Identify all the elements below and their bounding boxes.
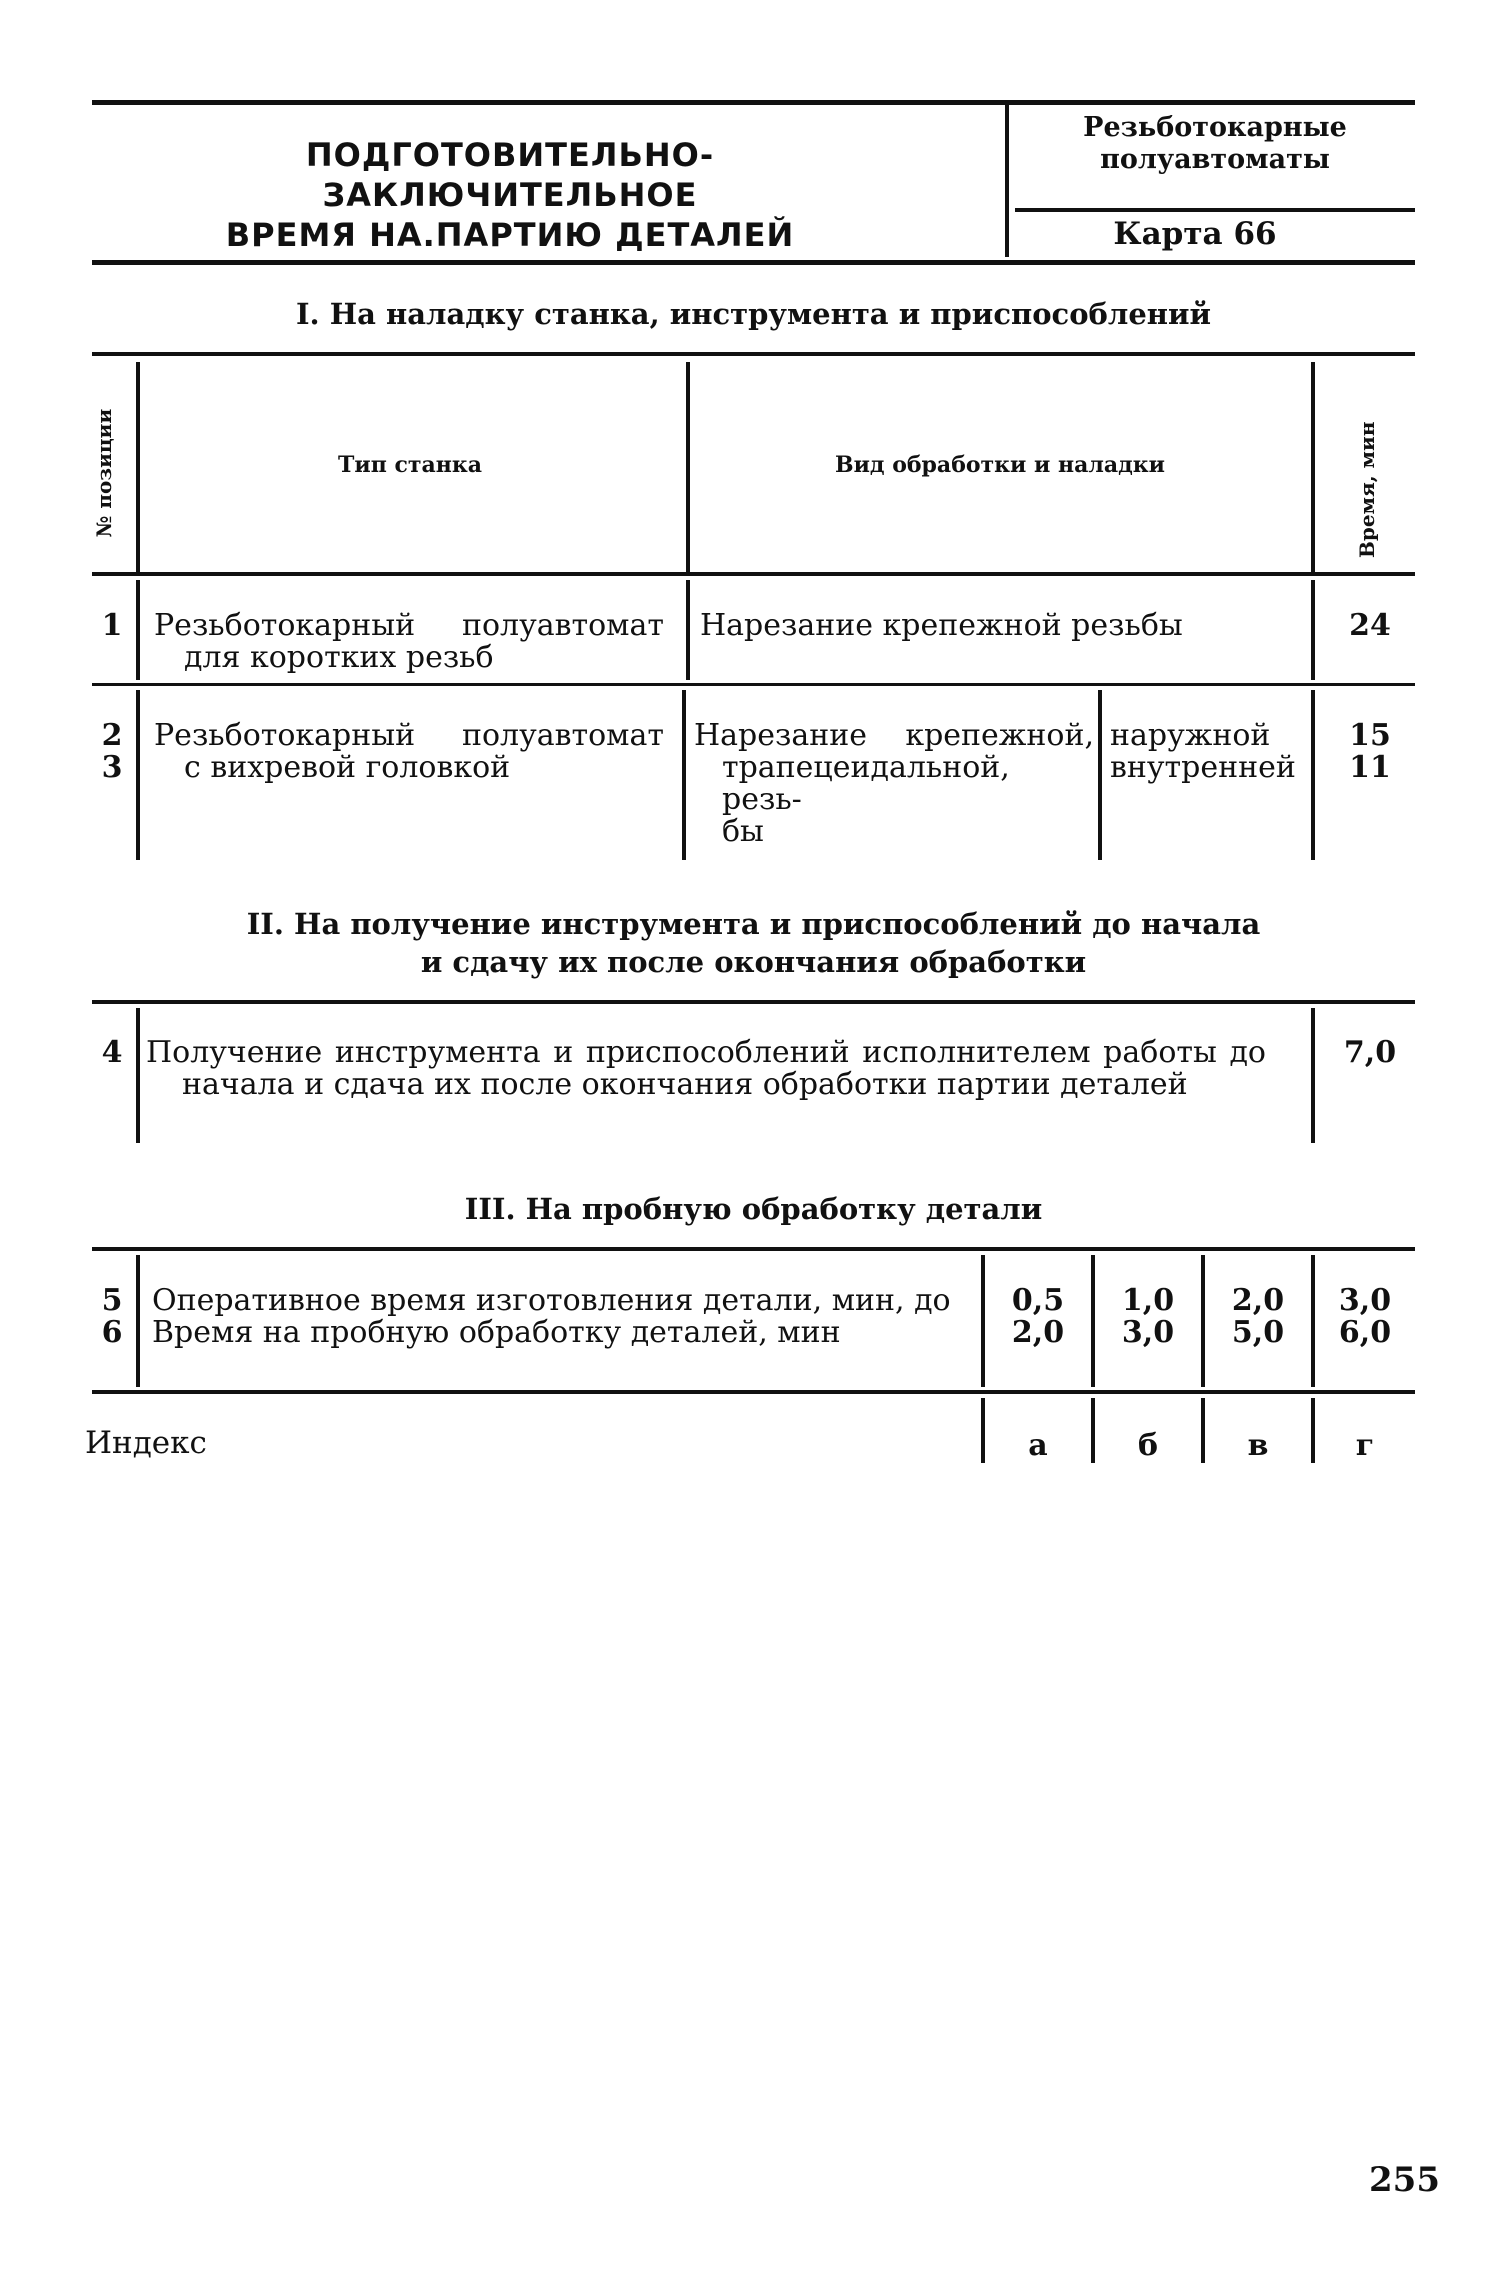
s1-row1-vline-2 [686,580,690,680]
row-6-value-c: 5,0 [1231,1315,1285,1350]
machine-type [1030,112,1400,176]
row-3-position: 3 [101,750,123,785]
row-2-subtype: наружной [1110,718,1271,753]
index-d: г [1355,1428,1375,1463]
row-2-position: 2 [101,718,123,753]
row-6-value-a: 2,0 [1011,1315,1065,1350]
section-1-title: I. На наладку станка, инструмента и приспособлений [295,297,1212,331]
col-position-header: № позиции [92,408,116,538]
row-6-label: Время на пробную обработку деталей, мин [152,1315,841,1350]
row-3-subtype: внутренней [1110,750,1296,785]
header-bottom-rule [92,260,1415,265]
row-4-text [146,1037,1266,1101]
s1-row23-vline-2 [682,690,686,860]
value-column-c [1205,1285,1311,1349]
s1-row1-vline-1 [136,580,140,680]
machine-type-line-2: полуавтоматы [1100,144,1330,175]
col-time-header: Время, мин [1355,421,1379,558]
document-title [120,135,900,255]
section-2-title-line-2: и сдачу их после окончания обработки [420,945,1087,979]
section-3-bottom-rule [92,1390,1415,1394]
s2-vline-2 [1311,1008,1315,1143]
card-number: Карта 66 [1113,216,1277,252]
row-2-time: 15 [1349,718,1391,753]
value-column-a [985,1285,1091,1349]
s1-row1-vline-3 [1311,580,1315,680]
row-2-3-machine-type-line-1: Резьботокарный полуавтомат [154,718,664,753]
row-6-value-d: 6,0 [1338,1315,1392,1350]
section-1-top-rule [92,352,1415,356]
row-5-value-d: 3,0 [1338,1283,1392,1318]
page-number: 255 [1369,2160,1440,2200]
s1-row1-rule [92,683,1415,686]
s1-row23-vline-1 [136,690,140,860]
row-1-machine-type-line-2: для коротких резьб [184,640,494,675]
index-c: в [1247,1428,1269,1463]
s1-header-rule [92,572,1415,576]
s3-vline-1 [136,1255,140,1387]
row-4-text-line-1: Получение инструмента и приспособлений исполнителем работы до [146,1035,1266,1070]
row-1-machine-type-line-1: Резьботокарный полуавтомат [154,608,664,643]
header-divider [1005,105,1009,257]
row-2-3-work-line-3: бы [722,814,764,849]
index-a: а [1028,1428,1048,1463]
row-2-3-machine-type-line-2: с вихревой головкой [184,750,511,785]
s1-row23-vline-3 [1311,690,1315,860]
card-rule [1015,208,1415,212]
section-3-top-rule [92,1247,1415,1251]
row-2-3-subtype [1110,720,1310,784]
row-5-label: Оперативное время изготовления детали, мин, до [152,1283,951,1318]
row-6-value-b: 3,0 [1121,1315,1175,1350]
header-top-rule [92,100,1415,105]
section-2-top-rule [92,1000,1415,1004]
s1-vline-2 [686,362,690,572]
s1-row23-vline-sub [1098,690,1102,860]
row-2-3-position [92,720,132,784]
row-1-position: 1 [101,608,123,643]
index-b: б [1137,1428,1158,1463]
index-label: Индекс [85,1425,207,1461]
s1-vline-3 [1311,362,1315,572]
row-2-3-time [1325,720,1415,784]
document-title-line-2: ВРЕМЯ НА.ПАРТИЮ ДЕТАЛЕЙ [225,216,795,254]
row-2-3-work-line-1: Нарезание крепежной, [694,718,1094,753]
row-4-time: 7,0 [1343,1035,1397,1070]
row-2-3-work-line-2: трапецеидальной, резь- [722,750,1010,817]
section-3-title: III. На пробную обработку детали [464,1192,1043,1226]
section-2-title-line-1: II. На получение инструмента и приспособлений до начала [246,907,1261,941]
row-5-6-labels [152,1285,982,1349]
row-4-text-line-2: начала и сдача их после окончания обработки партии деталей [182,1067,1188,1102]
row-1-machine-type [154,610,664,674]
s1-vline-1 [136,362,140,572]
row-5-value-c: 2,0 [1231,1283,1285,1318]
row-6-position: 6 [101,1315,123,1350]
row-5-value-a: 0,5 [1011,1283,1065,1318]
section-2-title [92,905,1415,981]
machine-type-line-1: Резьботокарные [1083,112,1347,143]
row-5-value-b: 1,0 [1121,1283,1175,1318]
row-1-time: 24 [1349,608,1391,643]
row-4-position: 4 [101,1035,123,1070]
row-3-time: 11 [1349,750,1391,785]
row-1-work: Нарезание крепежной резьбы [700,608,1183,643]
s2-vline-1 [136,1008,140,1143]
row-5-position: 5 [101,1283,123,1318]
value-column-b [1095,1285,1201,1349]
row-2-3-work [694,720,1094,848]
col-machine-type-header: Тип станка [338,452,482,478]
value-column-d [1315,1285,1415,1349]
row-5-6-position [92,1285,132,1349]
row-2-3-machine-type [154,720,664,784]
col-work-header: Вид обработки и наладки [834,452,1166,478]
document-title-line-1: ПОДГОТОВИТЕЛЬНО-ЗАКЛЮЧИТЕЛЬНОЕ [305,136,715,214]
